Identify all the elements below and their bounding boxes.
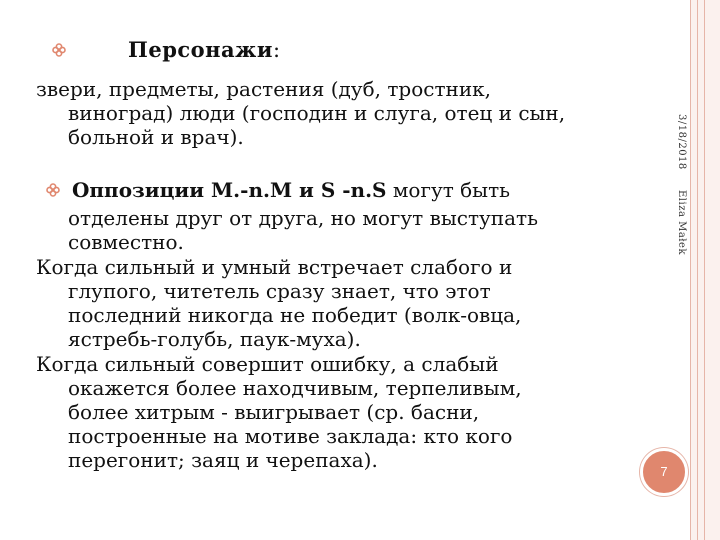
slide-author: Eliza Małek	[676, 190, 687, 256]
para4-line-2: окажется более находчивым, терпеливым,	[68, 376, 522, 400]
opposition-term: Оппозиции M.-n.M и S -n.S	[72, 178, 387, 202]
slide-title	[128, 38, 281, 62]
para4-line-1: Когда сильный совершит ошибку, а слабый	[36, 352, 499, 376]
flower-bullet-icon	[52, 43, 66, 57]
para1-line-2: виноград) люди (господин и слуга, отец и сын,	[68, 101, 566, 125]
para3-line-1: Когда сильный и умный встречает слабого и	[36, 255, 513, 279]
para4-line-3: более хитрым - выигрывает (ср. басни,	[68, 400, 480, 424]
para3-line-3: последний никогда не победит (волк-овца,	[68, 303, 522, 327]
para3-line-4: ястребь-голубь, паук-муха).	[68, 327, 361, 351]
title-colon: :	[272, 38, 281, 62]
para4-line-5: перегонит; заяц и черепаха).	[68, 448, 378, 472]
para2-line-3: совместно.	[68, 230, 184, 254]
para1-line-1: звери, предметы, растения (дуб, тростник,	[36, 77, 492, 101]
para1-line-3: больной и врач).	[68, 125, 244, 149]
para2-line-1	[72, 178, 510, 202]
para2-line-2: отделены друг от друга, но могут выступать	[68, 206, 538, 230]
para3-line-2: глупого, читетель сразу знает, что этот	[68, 279, 491, 303]
flower-bullet-icon	[46, 183, 60, 197]
border-line	[690, 0, 691, 540]
slide-date: 3/18/2018	[676, 114, 687, 170]
title-text: Персонажи	[128, 37, 273, 62]
para2-rest: могут быть	[386, 178, 511, 202]
para4-line-4: построенные на мотиве заклада: кто кого	[68, 424, 513, 448]
border-line	[697, 0, 698, 540]
border-line	[704, 0, 705, 540]
right-margin-panel	[690, 0, 720, 540]
page-number-badge: 7	[640, 448, 688, 496]
